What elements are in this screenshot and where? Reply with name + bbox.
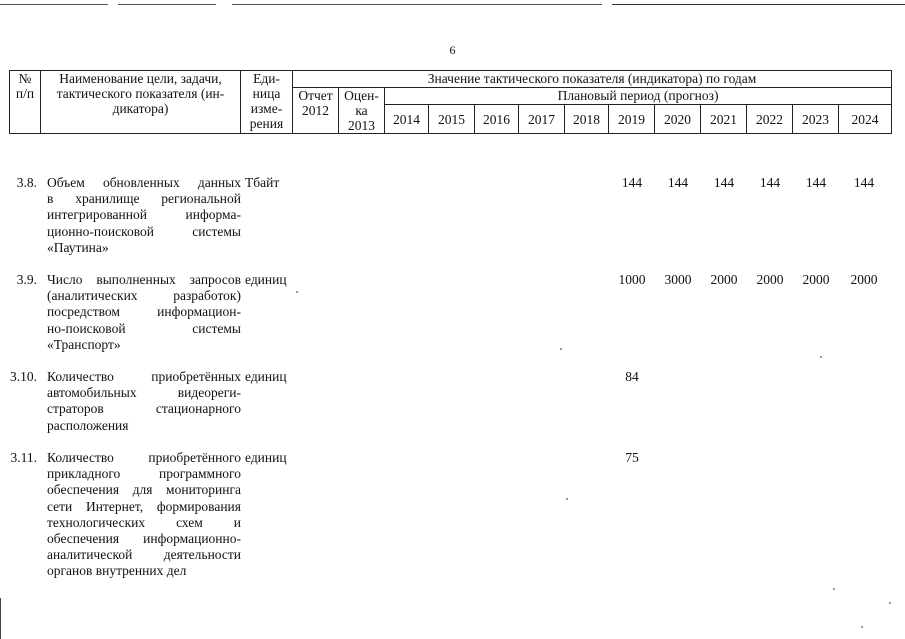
header-group-title: Значение тактического показателя (индикатора) по годам [293,71,892,88]
row-unit: единиц [245,369,287,384]
row-number: 3.9. [16,272,37,287]
header-plan-title: Плановый период (прогноз) [385,88,892,105]
row-value-2019: 1000 [618,272,646,287]
header-year-2017: 2017 [519,105,565,134]
row-number: 3.10. [10,369,37,384]
header-year-2020: 2020 [655,105,701,134]
page-number: 6 [449,43,456,57]
header-report-column: Отчет 2012 [293,88,339,134]
header-year-2018: 2018 [565,105,609,134]
row-value-2022: 2000 [756,272,784,287]
indicator-table-header [9,70,892,134]
scan-speck [566,498,568,500]
row-indicator-name: Объем обновленных данных в хранилище региональной интегрированной информа- ционно-поисковой системы «Паутина» [47,175,241,255]
scan-artifact-line [232,4,602,5]
row-value-2019: 144 [621,175,643,190]
row-unit: единиц [245,272,287,287]
row-unit: единиц [245,450,287,465]
header-year-2016: 2016 [475,105,519,134]
header-estimate-column: Оцен- ка 2013 [339,88,385,134]
header-year-2019: 2019 [609,105,655,134]
header-year-2014: 2014 [385,105,429,134]
row-number: 3.8. [16,175,37,190]
header-num-column: № п/п [10,71,41,134]
scan-speck [296,291,298,293]
row-indicator-name: Число выполненных запросов (аналитических разработок) посредством информацион- но-поисковой системы «Транспорт» [47,272,241,352]
scan-speck [820,356,822,358]
row-value-2024: 2000 [850,272,878,287]
scan-artifact-line [0,4,108,5]
header-year-2023: 2023 [793,105,839,134]
row-value-2019: 84 [625,369,639,384]
row-number: 3.11. [10,450,37,465]
header-year-2021: 2021 [701,105,747,134]
row-indicator-name: Количество приобретённых автомобильных видеореги- страторов стационарного расположения [47,369,241,433]
row-value-2019: 75 [625,450,639,465]
header-name-column: Наименование цели, задачи, тактического показателя (ин- дикатора) [41,71,241,134]
row-value-2020: 3000 [664,272,692,287]
scan-speck [861,626,863,628]
row-value-2022: 144 [759,175,781,190]
row-value-2021: 2000 [710,272,738,287]
scan-edge-line [0,598,1,639]
row-value-2021: 144 [713,175,735,190]
row-value-2024: 144 [853,175,875,190]
scan-speck [560,348,562,350]
row-value-2023: 2000 [802,272,830,287]
scan-speck [889,602,891,604]
header-year-2024: 2024 [839,105,892,134]
row-unit: Тбайт [245,175,280,190]
row-value-2020: 144 [667,175,689,190]
scan-artifact-line [118,4,216,5]
header-unit-column: Еди- ница изме- рения [241,71,293,134]
scan-speck [833,588,835,590]
row-indicator-name: Количество приобретённого прикладного программного обеспечения для мониторинга сети Интернет, формирования технологических схем и обеспечения информационно- аналитической деятельности органов внутренних дел [47,450,241,579]
row-value-2023: 144 [805,175,827,190]
header-year-2022: 2022 [747,105,793,134]
scan-artifact-line [612,4,905,5]
header-year-2015: 2015 [429,105,475,134]
